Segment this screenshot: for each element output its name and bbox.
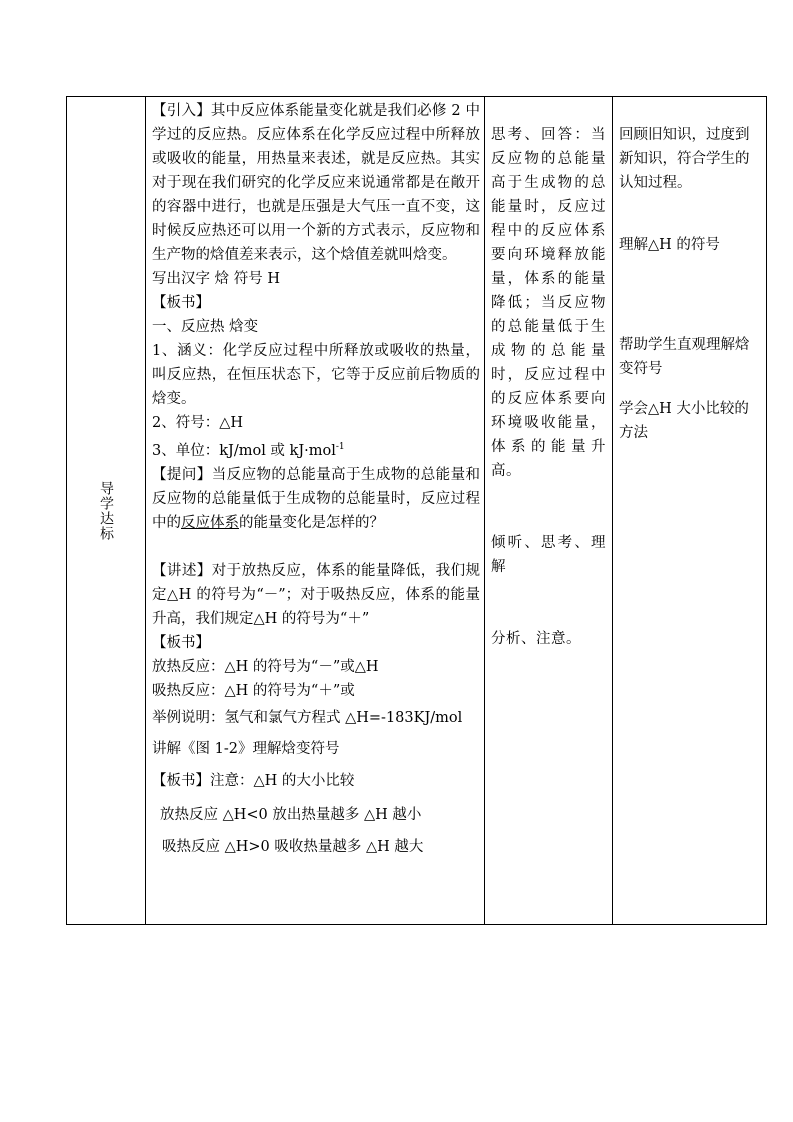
intent-learn: 学会△H 大小比较的方法: [619, 401, 749, 441]
design-intent-cell: [613, 97, 767, 925]
figure-text: 讲解《图 1-2》理解焓变符号: [152, 740, 340, 757]
unit-text: [152, 435, 480, 463]
student-listen: 倾听、思考、理解: [491, 535, 606, 575]
example-text: 举例说明：氢气和氯气方程式 △H=-183KJ/mol: [152, 709, 463, 726]
symbol-text: 2、符号：△H: [152, 415, 244, 431]
board-heading: 【板书】: [152, 634, 210, 651]
definition-text: 1、涵义：化学反应过程中所释放或吸收的热量，叫反应热，在恒压状态下，它等于反应前后物质的焓变。: [152, 343, 480, 407]
compare-endothermic: 吸热反应 △H>0 吸收热量越多 △H 越大: [162, 838, 424, 855]
intent-understand: 理解△H 的符号: [619, 237, 720, 253]
compare-exothermic: 放热反应 △H<0 放出热量越多 △H 越小: [160, 806, 422, 823]
unit-main: 3、单位：kJ/mol 或 kJ·mol: [152, 442, 336, 459]
intent-review: 回顾旧知识，过度到新知识，符合学生的认知过程。: [619, 127, 750, 191]
intent-help: 帮助学生直观理解焓变符号: [619, 337, 750, 377]
write-text: 写出汉字 焓 符号 H: [152, 271, 280, 287]
lesson-plan-table: [66, 96, 767, 925]
section-title: 一、反应热 焓变: [152, 319, 259, 335]
question-text: [152, 463, 480, 535]
stage-label: 导学达标: [98, 480, 114, 541]
compare-heading: 【板书】注意：△H 的大小比较: [152, 772, 355, 789]
table-row: [67, 97, 767, 925]
board-heading: 【板书】: [152, 295, 210, 311]
explain-text: 【讲述】对于放热反应，体系的能量降低，我们规定△H 的符号为“－”；对于吸热反应，体系的能量升高，我们规定△H 的符号为“＋”: [152, 562, 480, 627]
question-part-end: 的能量变化是怎样的？: [239, 514, 384, 531]
underlined-term: 反应体系: [181, 514, 239, 531]
unit-superscript: -1: [335, 442, 345, 452]
question-part: 【提问】当反应物的总能量高于生成物的总能量和反应物的总能量低于生成物的总能量时，反应过程中的: [152, 466, 480, 531]
student-activity-cell: [485, 97, 613, 925]
student-answer: 思考、回答：当反应物的总能量高于生成物的总能量时，反应过程中的反应体系要向环境释放能量，体系的能量降低；当反应物的总能量低于生成物的总能量时，反应过程中的反应体系要向环境吸收能量，体系的能量升高。: [491, 127, 606, 479]
exothermic-text: 放热反应：△H 的符号为“－”或△H: [152, 658, 379, 675]
intro-text: 【引入】其中反应体系能量变化就是我们必修 2 中学过的反应热。反应体系在化学反应过程中所释放或吸收的能量，用热量来表述，就是反应热。其实对于现在我们研究的化学反应来说通常都是在敞开的容器中进行，也就是压强是大气压一直不变，这时候反应热还可以用一个新的方式表示，反应物和生产物的焓值差来表示，这个焓值差就叫焓变。: [152, 103, 480, 263]
teacher-activity-cell: [146, 97, 485, 925]
stage-cell: [67, 97, 146, 925]
student-analyze: 分析、注意。: [491, 631, 581, 647]
endothermic-text: 吸热反应：△H 的符号为“＋”或: [152, 682, 355, 699]
